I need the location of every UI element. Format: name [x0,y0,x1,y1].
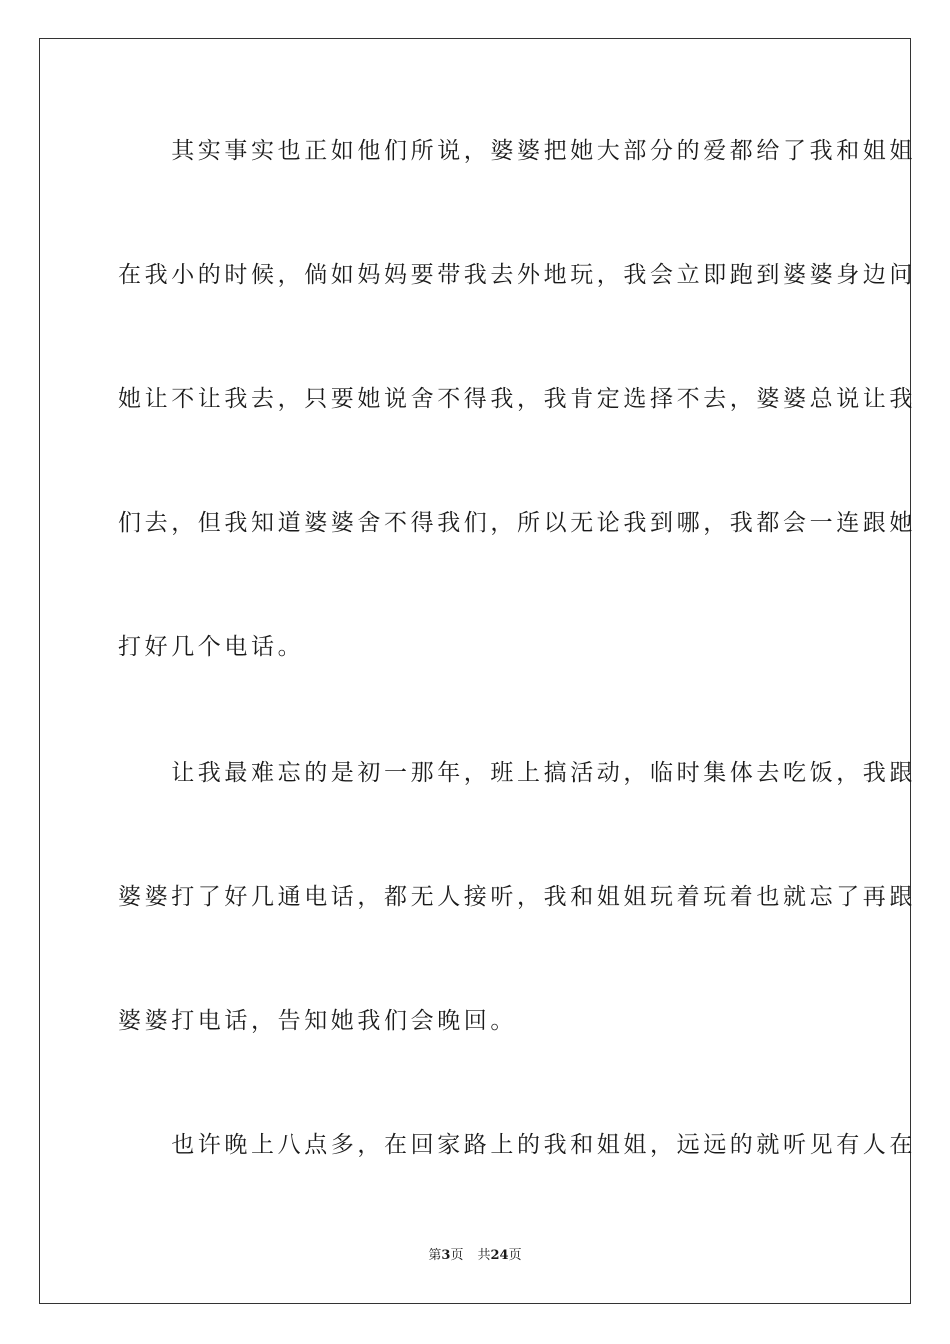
text-line: 们去，但我知道婆婆舍不得我们，所以无论我到哪，我都会一连跟她 [118,510,916,536]
page-suffix: 页 [450,1248,464,1263]
total-prefix: 共 [477,1248,491,1263]
text-line: 她让不让我去，只要她说舍不得我，我肯定选择不去，婆婆总说让我 [118,386,916,412]
page-prefix: 第 [428,1248,442,1263]
text-line: 其实事实也正如他们所说，婆婆把她大部分的爱都给了我和姐姐 [118,138,916,164]
total-suffix: 页 [508,1248,522,1263]
text-line: 婆婆打了好几通电话，都无人接听，我和姐姐玩着玩着也就忘了再跟 [118,884,916,910]
text-line: 让我最难忘的是初一那年，班上搞活动，临时集体去吃饭，我跟 [118,760,916,786]
text-line: 也许晚上八点多，在回家路上的我和姐姐，远远的就听见有人在 [118,1132,916,1158]
page-number: 3 [441,1248,451,1263]
total-pages: 24 [490,1248,509,1263]
text-line: 在我小的时候，倘如妈妈要带我去外地玩，我会立即跑到婆婆身边问 [118,262,916,288]
page-footer [0,1247,950,1265]
text-line: 打好几个电话。 [118,634,305,660]
page-border [39,38,916,1304]
text-line: 婆婆打电话，告知她我们会晚回。 [118,1008,517,1034]
